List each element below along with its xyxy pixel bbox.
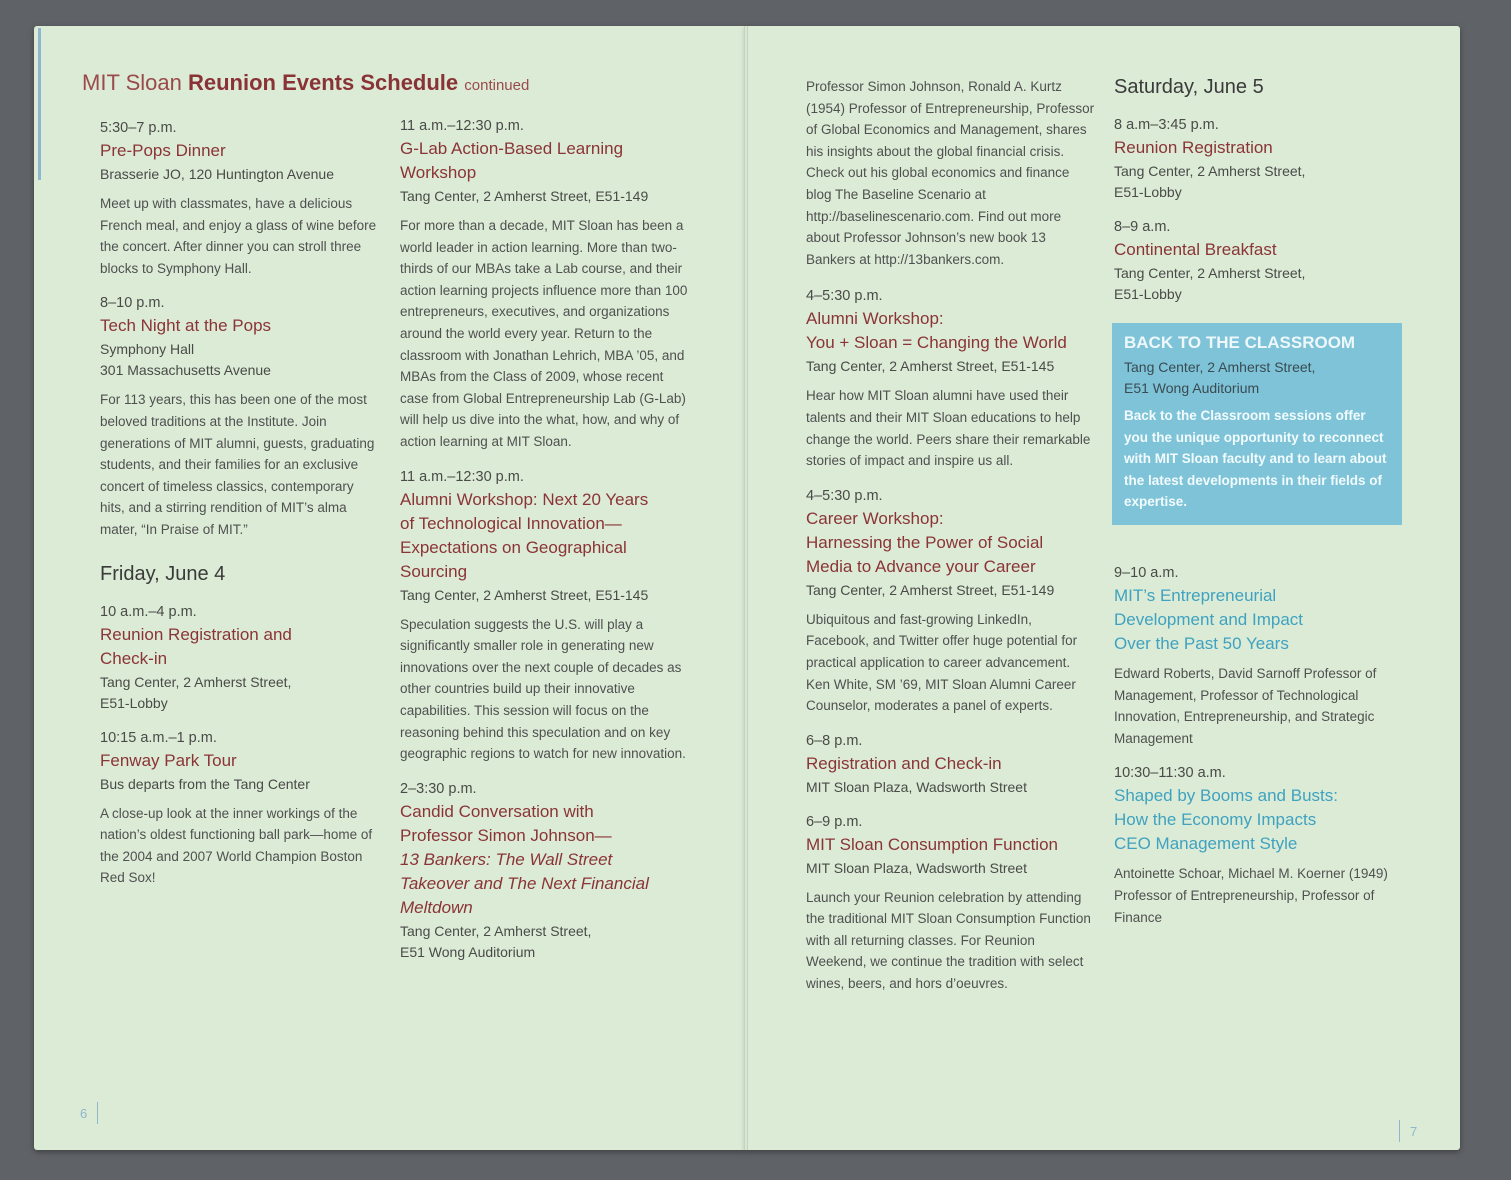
event-time: 4–5:30 p.m.	[806, 487, 883, 504]
event-title: You + Sloan = Changing the World	[806, 333, 1067, 353]
back-to-classroom-box	[1112, 323, 1402, 525]
event-title: Pre-Pops Dinner	[100, 141, 226, 160]
event-time: 11 a.m.–12:30 p.m.	[400, 468, 524, 485]
event-title: Tech Night at the Pops	[100, 316, 272, 336]
event-location: E51-Lobby	[1114, 286, 1182, 302]
event-title: Development and Impact	[1114, 609, 1303, 629]
event-location: Tang Center, 2 Amherst Street, E51-149	[806, 581, 1055, 598]
event-title: MIT’s Entrepreneurial	[1114, 585, 1277, 605]
event-location: Tang Center, 2 Amherst Street,	[400, 922, 592, 939]
event-title: Professor Simon Johnson—	[400, 825, 612, 845]
event-description: Ubiquitous and fast-growing LinkedIn, Facebook, and Twitter offer huge potential for practical application to career advancement. Ken White, SM ’69, MIT Sloan Alumni Career Counselor, moderates a panel of experts.	[806, 611, 1078, 714]
event-time: 10:30–11:30 a.m.	[1114, 765, 1226, 782]
event-title: Reunion Registration and	[100, 624, 292, 644]
event-title: Career Workshop:	[806, 508, 944, 528]
box-location: E51 Wong Auditorium	[1124, 380, 1260, 396]
event-description: For 113 years, this has been one of the most beloved traditions at the Institute. Join generations of MIT alumni, guests, graduating students, and their families for an exclusive concert of timeless classics, contemporary hits, and a stirring rendition of MIT’s alma mater, “In Praise of MIT.”	[100, 392, 375, 537]
event-location: Tang Center, 2 Amherst Street,	[100, 673, 292, 690]
event-time: 6–8 p.m.	[806, 732, 863, 749]
event-fenway-tour	[100, 730, 382, 889]
event-time: 10:15 a.m.–1 p.m.	[100, 729, 217, 746]
event-title: G-Lab Action-Based Learning	[400, 139, 624, 158]
event-time: 8–10 p.m.	[100, 295, 165, 312]
event-title: of Technological Innovation—	[400, 513, 622, 533]
box-description: Back to the Classroom sessions offer you the unique opportunity to reconnect with MIT Sloan faculty and to learn about the latest developments in their fields of expertise.	[1124, 408, 1387, 510]
event-title: Media to Advance your Career	[806, 556, 1036, 576]
event-time: 10 a.m.–4 p.m.	[100, 603, 197, 620]
accent-bar	[38, 28, 41, 180]
box-location: Tang Center, 2 Amherst Street,	[1124, 359, 1316, 375]
intro-text: Professor Simon Johnson, Ronald A. Kurtz (1954) Professor of Entrepreneurship, Professor of Global Economics and Management, shares his insights about the global financial crisis. Check out his global economics and finance blog The Baseline Scenario at http://baselinescenario.com. Find out more about Professor Johnson’s new book 13 Bankers at http://13bankers.com.	[806, 79, 1095, 267]
event-title-italic: 13 Bankers: The Wall Street	[400, 849, 613, 869]
event-title-italic: Meltdown	[400, 897, 473, 917]
event-description: Edward Roberts, David Sarnoff Professor of Management, Professor of Technological Innovation, Entrepreneurship, and Strategic Management	[1114, 665, 1377, 746]
event-saturday-registration	[1114, 117, 1396, 203]
left-column-1	[100, 120, 382, 905]
event-title: Over the Past 50 Years	[1114, 633, 1289, 653]
event-reunion-registration	[100, 604, 382, 714]
event-title: Shaped by Booms and Busts:	[1114, 786, 1338, 806]
event-location: E51-Lobby	[1114, 184, 1182, 200]
event-location: MIT Sloan Plaza, Wadsworth Street	[806, 859, 1027, 876]
event-location: Tang Center, 2 Amherst Street,	[1114, 265, 1306, 281]
event-alumni-workshop-world	[806, 288, 1096, 471]
event-description: Meet up with classmates, have a delicious French meal, and enjoy a glass of wine before the concert. After dinner you can stroll three blocks to Symphony Hall.	[100, 196, 377, 276]
event-career-workshop	[806, 488, 1096, 717]
event-title: Fenway Park Tour	[100, 750, 237, 770]
header-main: Reunion Events Schedule	[187, 70, 459, 95]
event-title: How the Economy Impacts	[1114, 810, 1317, 830]
event-alumni-workshop-innovation	[400, 469, 690, 765]
event-title: Sourcing	[400, 561, 468, 581]
book-spine	[744, 26, 748, 1150]
event-title: Alumni Workshop:	[806, 309, 944, 329]
event-title-italic: Takeover and The Next Financial	[400, 873, 649, 893]
event-pre-pops-dinner	[100, 120, 382, 279]
event-time: 4–5:30 p.m.	[806, 288, 883, 305]
event-title: Check-in	[100, 648, 168, 668]
event-title: Alumni Workshop: Next 20 Years	[400, 489, 649, 509]
page-number-divider-left	[97, 1102, 98, 1124]
event-location: Tang Center, 2 Amherst Street,	[1114, 163, 1306, 179]
event-description: Antoinette Schoar, Michael M. Koerner (1949) Professor of Entrepreneurship, Professor of Finance	[1114, 866, 1388, 925]
page-number-right: 7	[1410, 1124, 1418, 1139]
event-time: 8 a.m–3:45 p.m.	[1114, 117, 1219, 133]
event-title: Harnessing the Power of Social	[806, 532, 1044, 552]
event-location: Bus departs from the Tang Center	[100, 775, 310, 792]
page-number-divider-right	[1399, 1120, 1400, 1142]
page-number-left: 6	[80, 1106, 88, 1121]
right-column-1	[806, 76, 1096, 1011]
event-title: CEO Management Style	[1114, 834, 1298, 854]
event-description: A close-up look at the inner workings of the nation’s oldest functioning ball park—home of the 2004 and 2007 World Champion Boston Red Sox!	[100, 805, 373, 886]
event-location: Symphony Hall	[100, 341, 195, 358]
left-column-2	[400, 118, 690, 979]
event-title: Workshop	[400, 163, 477, 182]
event-title: Expectations on Geographical	[400, 537, 627, 557]
event-title: Reunion Registration	[1114, 138, 1273, 157]
event-description: Hear how MIT Sloan alumni have used their talents and their MIT Sloan educations to help change the world. Peers share their remarkable stories of impact and inspire us all.	[806, 388, 1091, 469]
event-time: 9–10 a.m.	[1114, 564, 1179, 581]
event-time: 8–9 a.m.	[1114, 219, 1171, 235]
event-location: 301 Massachusetts Avenue	[100, 362, 271, 379]
event-tech-night	[100, 295, 382, 540]
event-title: MIT Sloan Consumption Function	[806, 834, 1058, 854]
event-title: Registration and Check-in	[806, 753, 1002, 773]
event-consumption-function	[806, 814, 1096, 995]
event-time: 11 a.m.–12:30 p.m.	[400, 118, 524, 134]
page-header	[82, 70, 529, 96]
event-registration-checkin	[806, 733, 1096, 798]
event-description: Speculation suggests the U.S. will play a significantly smaller role in generating new innovations over the next couple of decades as other countries build up their innovative capabilities. This session will focus on the reasoning behind this speculation and on key geographic regions to watch for new innovation.	[400, 616, 686, 762]
event-location: MIT Sloan Plaza, Wadsworth Street	[806, 778, 1027, 795]
event-location: Brasserie JO, 120 Huntington Avenue	[100, 166, 335, 182]
event-location: E51-Lobby	[100, 694, 168, 711]
event-title: Continental Breakfast	[1114, 240, 1277, 259]
event-candid-conversation	[400, 781, 690, 963]
event-entrepreneurial-development	[1114, 565, 1396, 749]
event-location: Tang Center, 2 Amherst Street, E51-145	[806, 358, 1055, 375]
event-booms-and-busts	[1114, 765, 1396, 928]
event-description: Launch your Reunion celebration by attending the traditional MIT Sloan Consumption Function with all returning classes. For Reunion Weekend, we continue the tradition with select wines, beers, and hors d’oeuvres.	[806, 889, 1091, 992]
header-prefix: MIT Sloan	[82, 70, 182, 95]
day-heading-friday: Friday, June 4	[100, 562, 226, 585]
header-suffix: continued	[464, 77, 530, 94]
event-location: Tang Center, 2 Amherst Street, E51-149	[400, 188, 649, 204]
box-title: BACK TO THE CLASSROOM	[1124, 333, 1356, 352]
right-column-2	[1114, 76, 1396, 944]
day-heading-saturday: Saturday, June 5	[1114, 76, 1264, 98]
event-location: E51 Wong Auditorium	[400, 943, 536, 960]
event-description: For more than a decade, MIT Sloan has been a world leader in action learning. More than two-thirds of our MBAs take a Lab course, and their action learning projects influence more than 100 entrepreneurs, executives, and organizations around the world every year. Return to the classroom with Jonathan Lehrich, MBA ’05, and MBAs from the Class of 2009, whose recent case from Global Entrepreneurship Lab (G-Lab) will help us dive into the what, how, and why of action learning at MIT Sloan.	[400, 218, 688, 449]
event-glab-workshop	[400, 118, 690, 453]
event-continental-breakfast	[1114, 219, 1396, 305]
event-time: 6–9 p.m.	[806, 813, 863, 830]
event-time: 5:30–7 p.m.	[100, 120, 177, 136]
event-location: Tang Center, 2 Amherst Street, E51-145	[400, 586, 649, 603]
event-title: Candid Conversation with	[400, 801, 594, 821]
event-time: 2–3:30 p.m.	[400, 780, 477, 797]
